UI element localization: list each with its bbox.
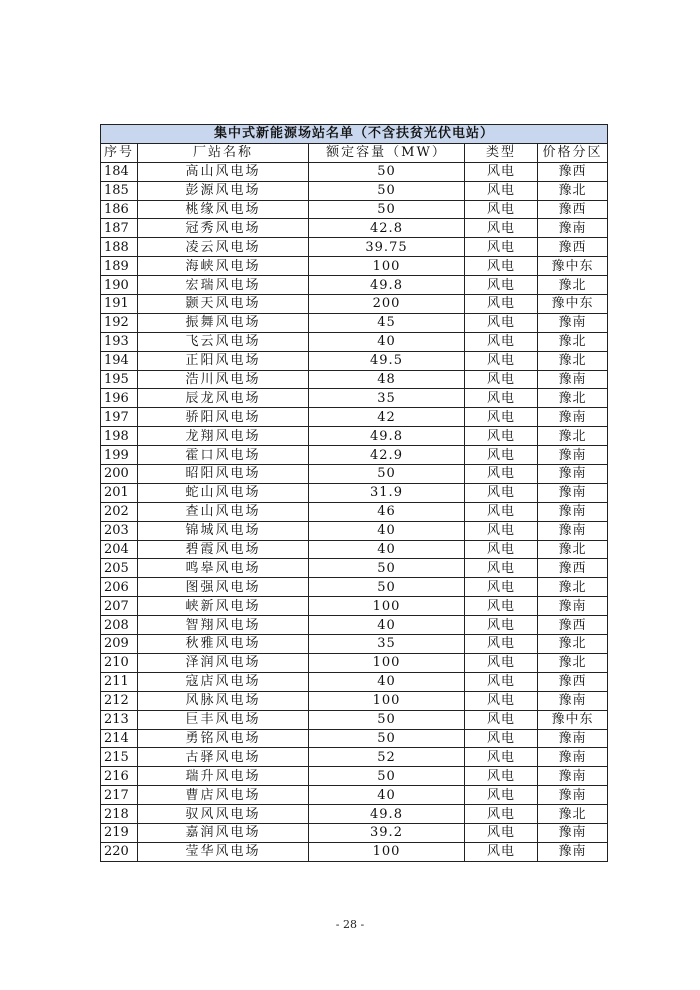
cell-station-name: 彭源风电场	[138, 181, 309, 200]
cell-station-name: 古驿风电场	[138, 748, 309, 767]
cell-rated-capacity: 52	[309, 748, 465, 767]
cell-type: 风电	[465, 238, 538, 257]
cell-rated-capacity: 50	[309, 578, 465, 597]
cell-price-zone: 豫北	[538, 351, 608, 370]
cell-serial-number: 209	[101, 635, 138, 654]
cell-serial-number: 202	[101, 502, 138, 521]
table-title: 集中式新能源场站名单（不含扶贫光伏电站）	[101, 125, 608, 144]
cell-rated-capacity: 49.8	[309, 276, 465, 295]
cell-rated-capacity: 40	[309, 786, 465, 805]
cell-type: 风电	[465, 351, 538, 370]
cell-station-name: 嘉润风电场	[138, 823, 309, 842]
cell-station-name: 颢天风电场	[138, 295, 309, 314]
cell-station-name: 峡新风电场	[138, 597, 309, 616]
cell-price-zone: 豫南	[538, 446, 608, 465]
cell-station-name: 振舞风电场	[138, 313, 309, 332]
cell-price-zone: 豫中东	[538, 295, 608, 314]
cell-type: 风电	[465, 616, 538, 635]
table-header-row	[101, 143, 608, 162]
cell-type: 风电	[465, 181, 538, 200]
table-row	[101, 389, 608, 408]
page-number: - 28 -	[335, 918, 365, 931]
cell-type: 风电	[465, 483, 538, 502]
cell-price-zone: 豫南	[538, 597, 608, 616]
cell-serial-number: 195	[101, 370, 138, 389]
cell-rated-capacity: 50	[309, 729, 465, 748]
table-row	[101, 276, 608, 295]
table-row	[101, 710, 608, 729]
cell-price-zone: 豫南	[538, 842, 608, 861]
cell-rated-capacity: 50	[309, 710, 465, 729]
cell-station-name: 昭阳风电场	[138, 465, 309, 484]
cell-station-name: 寇店风电场	[138, 672, 309, 691]
cell-station-name: 碧霞风电场	[138, 540, 309, 559]
cell-serial-number: 191	[101, 295, 138, 314]
cell-type: 风电	[465, 540, 538, 559]
cell-type: 风电	[465, 691, 538, 710]
cell-price-zone: 豫北	[538, 332, 608, 351]
cell-price-zone: 豫西	[538, 162, 608, 181]
header-type: 类型	[465, 143, 538, 162]
cell-station-name: 锦城风电场	[138, 521, 309, 540]
cell-serial-number: 197	[101, 408, 138, 427]
cell-type: 风电	[465, 276, 538, 295]
cell-station-name: 龙翔风电场	[138, 427, 309, 446]
table-row	[101, 408, 608, 427]
cell-station-name: 勇铭风电场	[138, 729, 309, 748]
cell-price-zone: 豫北	[538, 276, 608, 295]
cell-rated-capacity: 42.9	[309, 446, 465, 465]
cell-station-name: 桃缘风电场	[138, 200, 309, 219]
cell-type: 风电	[465, 729, 538, 748]
cell-rated-capacity: 42.8	[309, 219, 465, 238]
cell-serial-number: 220	[101, 842, 138, 861]
cell-serial-number: 203	[101, 521, 138, 540]
cell-price-zone: 豫南	[538, 408, 608, 427]
cell-price-zone: 豫北	[538, 427, 608, 446]
cell-price-zone: 豫南	[538, 691, 608, 710]
cell-rated-capacity: 49.8	[309, 427, 465, 446]
cell-serial-number: 204	[101, 540, 138, 559]
cell-type: 风电	[465, 257, 538, 276]
cell-serial-number: 187	[101, 219, 138, 238]
cell-serial-number: 218	[101, 805, 138, 824]
cell-serial-number: 211	[101, 672, 138, 691]
cell-price-zone: 豫西	[538, 200, 608, 219]
cell-station-name: 霍口风电场	[138, 446, 309, 465]
cell-price-zone: 豫南	[538, 767, 608, 786]
table-row	[101, 313, 608, 332]
header-station-name: 厂站名称	[138, 143, 309, 162]
cell-station-name: 图强风电场	[138, 578, 309, 597]
table-row	[101, 767, 608, 786]
cell-type: 风电	[465, 559, 538, 578]
cell-rated-capacity: 100	[309, 691, 465, 710]
cell-rated-capacity: 50	[309, 200, 465, 219]
cell-station-name: 浩川风电场	[138, 370, 309, 389]
table-row	[101, 332, 608, 351]
cell-type: 风电	[465, 295, 538, 314]
cell-price-zone: 豫南	[538, 313, 608, 332]
cell-type: 风电	[465, 502, 538, 521]
cell-serial-number: 190	[101, 276, 138, 295]
cell-station-name: 泽润风电场	[138, 653, 309, 672]
cell-price-zone: 豫南	[538, 729, 608, 748]
cell-type: 风电	[465, 446, 538, 465]
cell-serial-number: 194	[101, 351, 138, 370]
cell-price-zone: 豫中东	[538, 710, 608, 729]
cell-rated-capacity: 42	[309, 408, 465, 427]
cell-serial-number: 207	[101, 597, 138, 616]
cell-serial-number: 215	[101, 748, 138, 767]
cell-rated-capacity: 39.2	[309, 823, 465, 842]
table-row	[101, 729, 608, 748]
cell-rated-capacity: 35	[309, 389, 465, 408]
cell-station-name: 巨丰风电场	[138, 710, 309, 729]
cell-type: 风电	[465, 786, 538, 805]
cell-serial-number: 189	[101, 257, 138, 276]
cell-type: 风电	[465, 710, 538, 729]
table-row	[101, 805, 608, 824]
cell-type: 风电	[465, 578, 538, 597]
table-row	[101, 502, 608, 521]
station-table	[100, 124, 608, 862]
table-row	[101, 823, 608, 842]
cell-station-name: 瑞升风电场	[138, 767, 309, 786]
cell-station-name: 辰龙风电场	[138, 389, 309, 408]
table-row	[101, 465, 608, 484]
cell-price-zone: 豫南	[538, 370, 608, 389]
cell-rated-capacity: 100	[309, 653, 465, 672]
cell-type: 风电	[465, 748, 538, 767]
cell-type: 风电	[465, 767, 538, 786]
cell-type: 风电	[465, 162, 538, 181]
cell-serial-number: 201	[101, 483, 138, 502]
cell-serial-number: 214	[101, 729, 138, 748]
cell-type: 风电	[465, 332, 538, 351]
table-row	[101, 200, 608, 219]
cell-price-zone: 豫西	[538, 672, 608, 691]
cell-type: 风电	[465, 389, 538, 408]
cell-type: 风电	[465, 370, 538, 389]
table-row	[101, 181, 608, 200]
table-row	[101, 786, 608, 805]
cell-rated-capacity: 35	[309, 635, 465, 654]
table-row	[101, 427, 608, 446]
table-row	[101, 162, 608, 181]
table-row	[101, 370, 608, 389]
cell-serial-number: 217	[101, 786, 138, 805]
cell-type: 风电	[465, 653, 538, 672]
cell-rated-capacity: 49.5	[309, 351, 465, 370]
header-rated-capacity: 额定容量（MW）	[309, 143, 465, 162]
cell-price-zone: 豫西	[538, 616, 608, 635]
cell-type: 风电	[465, 219, 538, 238]
cell-serial-number: 198	[101, 427, 138, 446]
cell-rated-capacity: 50	[309, 181, 465, 200]
cell-serial-number: 219	[101, 823, 138, 842]
cell-rated-capacity: 40	[309, 672, 465, 691]
cell-station-name: 正阳风电场	[138, 351, 309, 370]
cell-rated-capacity: 49.8	[309, 805, 465, 824]
cell-station-name: 海峡风电场	[138, 257, 309, 276]
cell-rated-capacity: 100	[309, 597, 465, 616]
cell-type: 风电	[465, 597, 538, 616]
table-row	[101, 597, 608, 616]
cell-station-name: 高山风电场	[138, 162, 309, 181]
cell-price-zone: 豫南	[538, 823, 608, 842]
cell-serial-number: 212	[101, 691, 138, 710]
table-row	[101, 219, 608, 238]
cell-price-zone: 豫南	[538, 465, 608, 484]
cell-type: 风电	[465, 521, 538, 540]
cell-serial-number: 186	[101, 200, 138, 219]
cell-serial-number: 199	[101, 446, 138, 465]
cell-serial-number: 196	[101, 389, 138, 408]
cell-serial-number: 185	[101, 181, 138, 200]
cell-station-name: 莹华风电场	[138, 842, 309, 861]
cell-rated-capacity: 46	[309, 502, 465, 521]
cell-price-zone: 豫南	[538, 483, 608, 502]
cell-serial-number: 205	[101, 559, 138, 578]
cell-price-zone: 豫北	[538, 540, 608, 559]
cell-type: 风电	[465, 465, 538, 484]
cell-serial-number: 208	[101, 616, 138, 635]
table-row	[101, 540, 608, 559]
cell-station-name: 飞云风电场	[138, 332, 309, 351]
table-row	[101, 351, 608, 370]
cell-station-name: 驭风风电场	[138, 805, 309, 824]
cell-price-zone: 豫北	[538, 635, 608, 654]
cell-rated-capacity: 45	[309, 313, 465, 332]
cell-station-name: 曹店风电场	[138, 786, 309, 805]
table-row	[101, 748, 608, 767]
cell-station-name: 查山风电场	[138, 502, 309, 521]
table-body	[101, 162, 608, 861]
cell-type: 风电	[465, 805, 538, 824]
cell-serial-number: 200	[101, 465, 138, 484]
cell-rated-capacity: 200	[309, 295, 465, 314]
cell-price-zone: 豫南	[538, 786, 608, 805]
table-row	[101, 295, 608, 314]
cell-rated-capacity: 50	[309, 767, 465, 786]
cell-rated-capacity: 50	[309, 559, 465, 578]
cell-rated-capacity: 39.75	[309, 238, 465, 257]
cell-serial-number: 184	[101, 162, 138, 181]
table-row	[101, 672, 608, 691]
cell-type: 风电	[465, 672, 538, 691]
table-row	[101, 691, 608, 710]
table-row	[101, 483, 608, 502]
table-row	[101, 257, 608, 276]
cell-price-zone: 豫北	[538, 805, 608, 824]
cell-station-name: 鸣皋风电场	[138, 559, 309, 578]
cell-rated-capacity: 40	[309, 521, 465, 540]
cell-serial-number: 213	[101, 710, 138, 729]
cell-serial-number: 210	[101, 653, 138, 672]
table-row	[101, 446, 608, 465]
cell-serial-number: 192	[101, 313, 138, 332]
cell-station-name: 骄阳风电场	[138, 408, 309, 427]
table-row	[101, 842, 608, 861]
cell-type: 风电	[465, 635, 538, 654]
table-row	[101, 521, 608, 540]
cell-station-name: 蛇山风电场	[138, 483, 309, 502]
cell-rated-capacity: 50	[309, 465, 465, 484]
table-title-row	[101, 125, 608, 144]
cell-rated-capacity: 31.9	[309, 483, 465, 502]
cell-price-zone: 豫北	[538, 181, 608, 200]
cell-price-zone: 豫南	[538, 521, 608, 540]
cell-rated-capacity: 100	[309, 842, 465, 861]
table-row	[101, 559, 608, 578]
table-row	[101, 616, 608, 635]
cell-serial-number: 188	[101, 238, 138, 257]
cell-station-name: 智翔风电场	[138, 616, 309, 635]
cell-price-zone: 豫西	[538, 559, 608, 578]
header-price-zone: 价格分区	[538, 143, 608, 162]
cell-price-zone: 豫南	[538, 502, 608, 521]
cell-rated-capacity: 40	[309, 616, 465, 635]
cell-price-zone: 豫北	[538, 578, 608, 597]
cell-rated-capacity: 50	[309, 162, 465, 181]
table-row	[101, 578, 608, 597]
cell-serial-number: 216	[101, 767, 138, 786]
cell-station-name: 秋雅风电场	[138, 635, 309, 654]
cell-rated-capacity: 100	[309, 257, 465, 276]
cell-serial-number: 193	[101, 332, 138, 351]
cell-rated-capacity: 40	[309, 540, 465, 559]
cell-price-zone: 豫南	[538, 748, 608, 767]
cell-serial-number: 206	[101, 578, 138, 597]
cell-type: 风电	[465, 200, 538, 219]
cell-price-zone: 豫北	[538, 389, 608, 408]
table-row	[101, 635, 608, 654]
cell-rated-capacity: 48	[309, 370, 465, 389]
cell-type: 风电	[465, 313, 538, 332]
cell-price-zone: 豫中东	[538, 257, 608, 276]
cell-price-zone: 豫南	[538, 219, 608, 238]
table-row	[101, 238, 608, 257]
cell-price-zone: 豫北	[538, 653, 608, 672]
cell-price-zone: 豫西	[538, 238, 608, 257]
cell-type: 风电	[465, 842, 538, 861]
cell-station-name: 冠秀风电场	[138, 219, 309, 238]
header-serial-number: 序号	[101, 143, 138, 162]
cell-type: 风电	[465, 408, 538, 427]
cell-rated-capacity: 40	[309, 332, 465, 351]
cell-station-name: 风脉风电场	[138, 691, 309, 710]
cell-type: 风电	[465, 427, 538, 446]
cell-station-name: 宏瑞风电场	[138, 276, 309, 295]
cell-type: 风电	[465, 823, 538, 842]
cell-station-name: 凌云风电场	[138, 238, 309, 257]
table-row	[101, 653, 608, 672]
